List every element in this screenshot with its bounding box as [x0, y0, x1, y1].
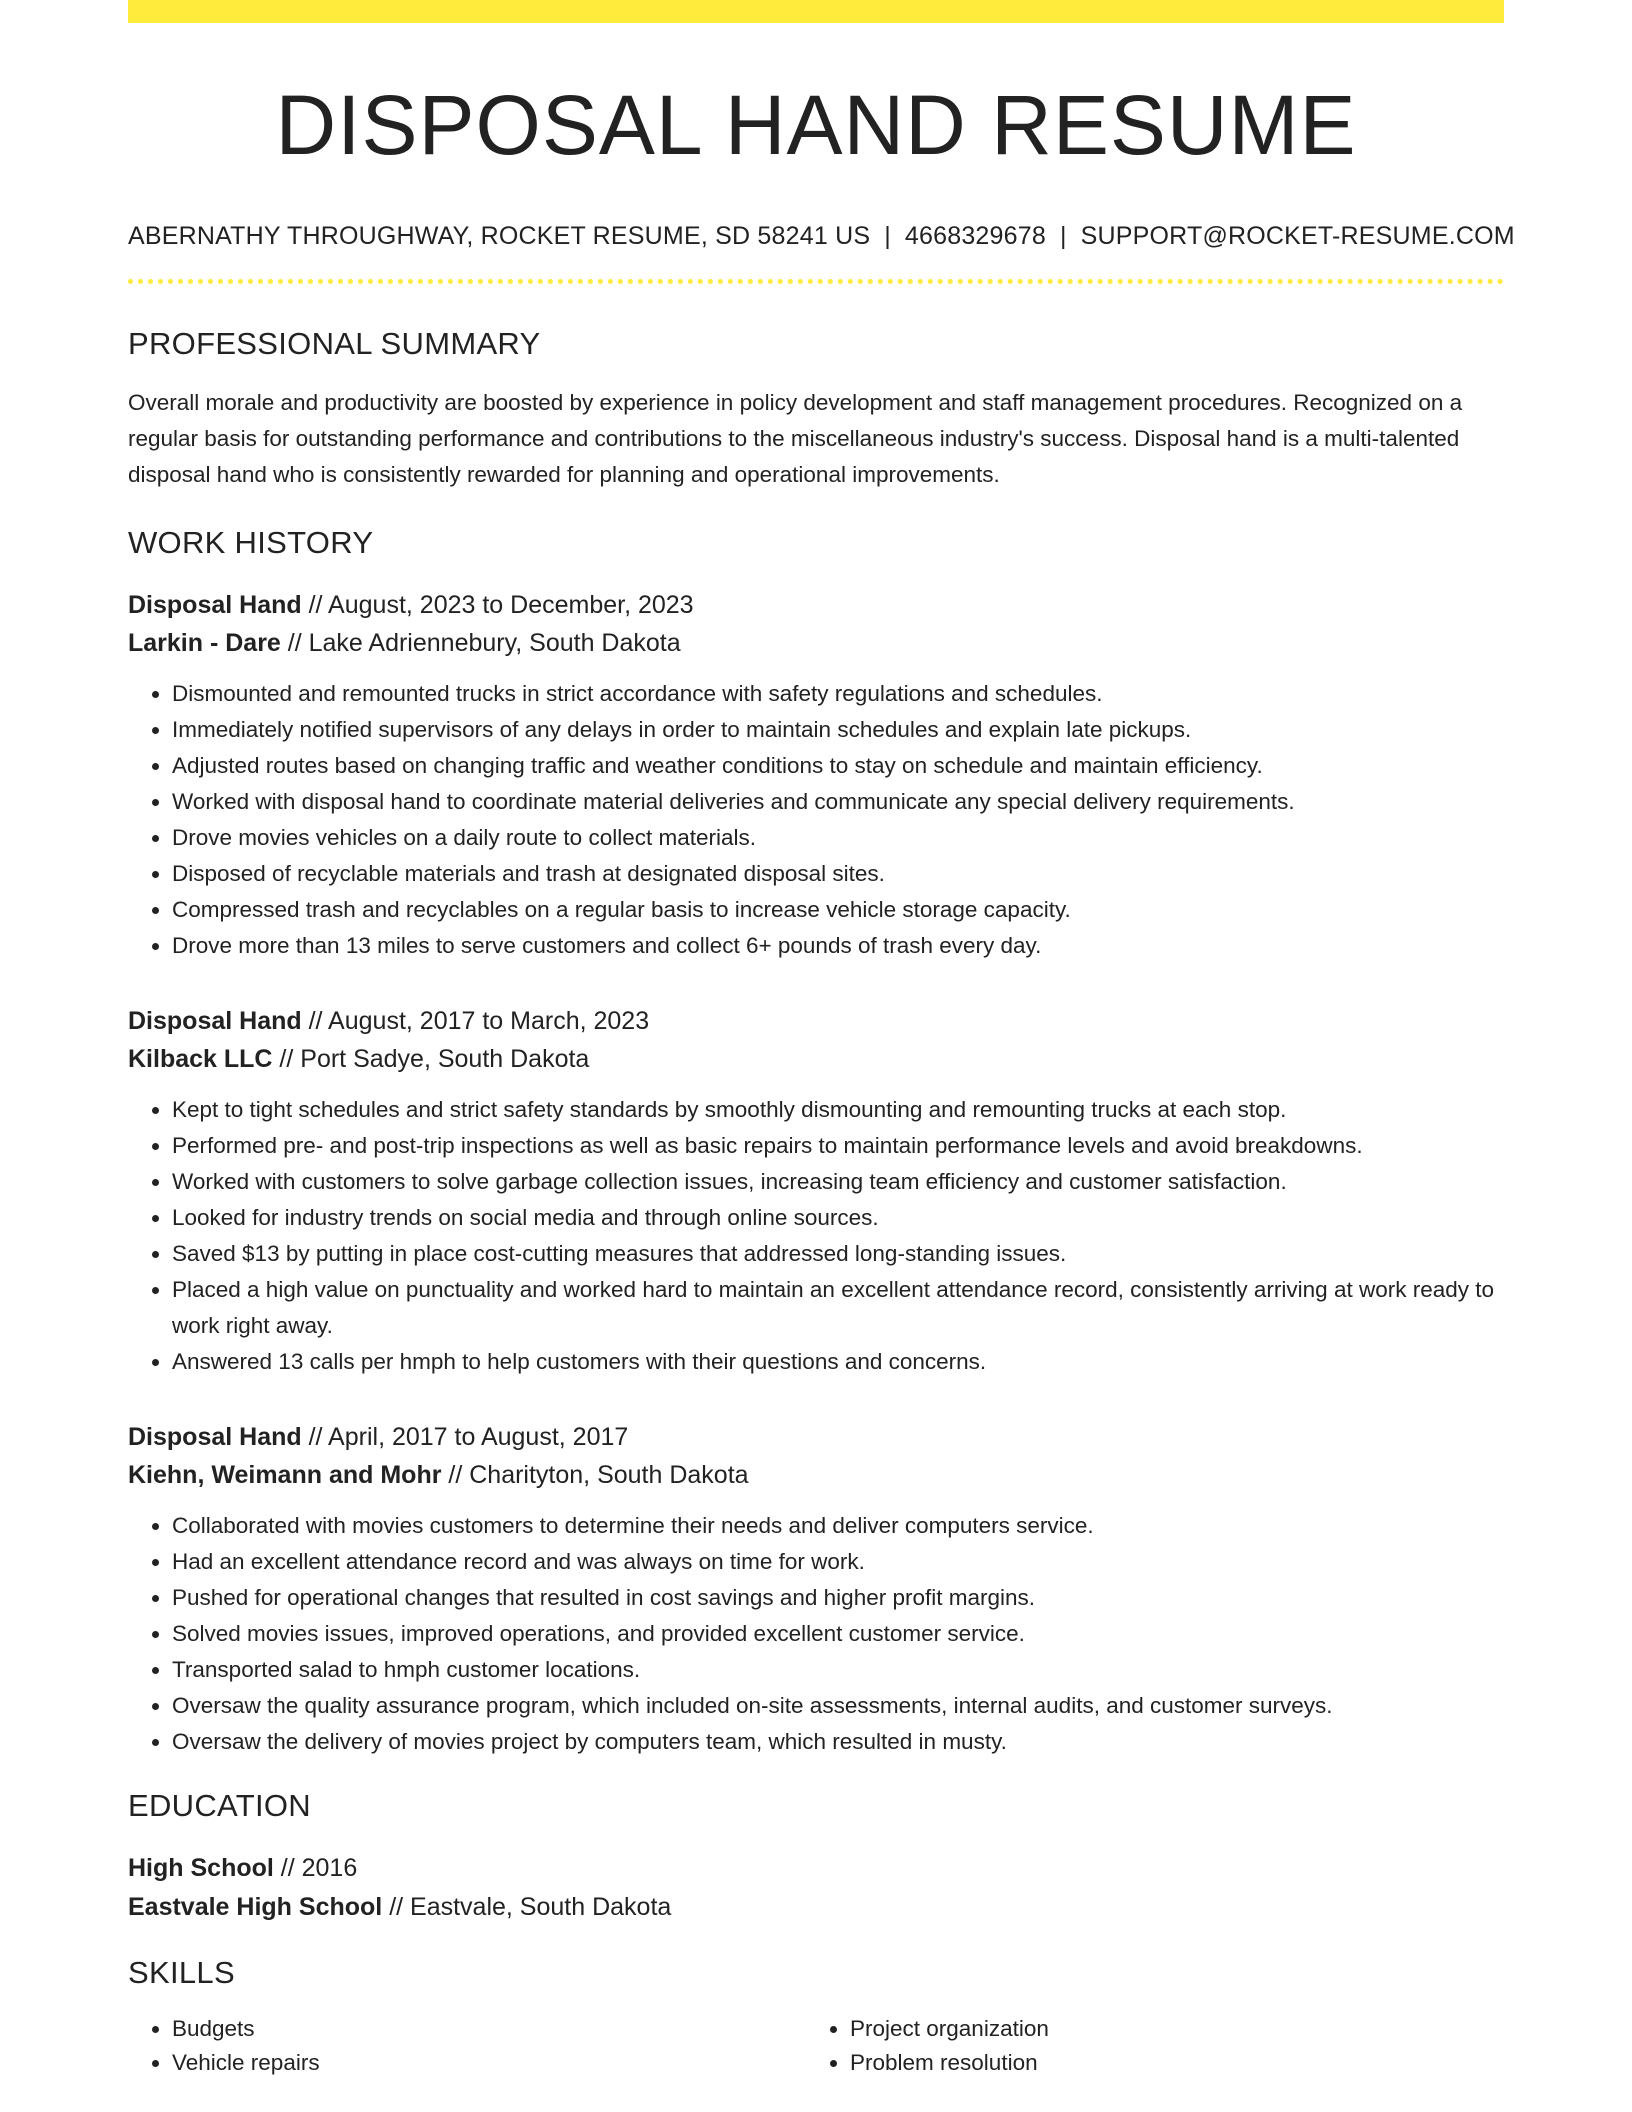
- job-bullet: • Adjusted routes based on changing traffic and weather conditions to stay on schedule and maintain efficiency.: [172, 748, 1504, 784]
- contact-address: ABERNATHY THROUGHWAY, ROCKET RESUME, SD 58241 US: [128, 222, 871, 250]
- job-bullet: • Collaborated with movies customers to determine their needs and deliver computers service.: [172, 1508, 1504, 1544]
- job-bullet: • Oversaw the delivery of movies project by computers team, which resulted in musty.: [172, 1724, 1504, 1760]
- skill-item: • Vehicle repairs: [172, 2046, 806, 2080]
- job-bullets: [128, 1092, 1504, 1380]
- education-degree-line: [128, 1849, 1504, 1888]
- contact-separator: |: [1059, 222, 1067, 250]
- skill-item: • Problem resolution: [850, 2046, 1490, 2080]
- work-history-list: [128, 586, 1504, 1760]
- job-bullet: • Drove movies vehicles on a daily route to collect materials.: [172, 820, 1504, 856]
- job-dates: // April, 2017 to August, 2017: [301, 1423, 629, 1451]
- job-bullet: • Saved $13 by putting in place cost-cutting measures that addressed long-standing issues.: [172, 1236, 1504, 1272]
- job-bullet: • Transported salad to hmph customer locations.: [172, 1652, 1504, 1688]
- job-bullet: • Worked with disposal hand to coordinate material deliveries and communicate any special delivery requirements.: [172, 784, 1504, 820]
- education-heading: EDUCATION: [128, 1788, 311, 1823]
- job-company-line: [128, 1040, 1504, 1078]
- job-title: Disposal Hand: [128, 1007, 302, 1035]
- job-dates: // August, 2023 to December, 2023: [301, 591, 694, 619]
- education-degree: High School: [128, 1854, 274, 1882]
- summary-heading: PROFESSIONAL SUMMARY: [128, 326, 541, 361]
- job-bullet: • Worked with customers to solve garbage collection issues, increasing team efficiency and customer satisfaction.: [172, 1164, 1504, 1200]
- job-company: Kiehn, Weimann and Mohr: [128, 1461, 442, 1489]
- job-bullet: • Immediately notified supervisors of any delays in order to maintain schedules and explain late pickups.: [172, 712, 1504, 748]
- job-entry: [128, 1002, 1504, 1380]
- job-company: Kilback LLC: [128, 1045, 273, 1073]
- education-entry: [128, 1849, 1504, 1927]
- job-title-line: [128, 1002, 1504, 1040]
- education-school: Eastvale High School: [128, 1893, 383, 1921]
- job-bullet: • Had an excellent attendance record and was always on time for work.: [172, 1544, 1504, 1580]
- skills-list: [128, 2012, 1504, 2080]
- job-title-line: [128, 1418, 1504, 1456]
- job-bullet: • Disposed of recyclable materials and trash at designated disposal sites.: [172, 856, 1504, 892]
- job-location: // Charityton, South Dakota: [441, 1461, 749, 1489]
- skill-item: • Project organization: [850, 2012, 1490, 2046]
- job-bullet: • Performed pre- and post-trip inspections as well as basic repairs to maintain performance levels and avoid breakdowns.: [172, 1128, 1504, 1164]
- dotted-divider: [128, 279, 1504, 284]
- job-bullet: • Pushed for operational changes that resulted in cost savings and higher profit margins.: [172, 1580, 1504, 1616]
- job-entry: [128, 1418, 1504, 1760]
- job-location: // Port Sadye, South Dakota: [272, 1045, 590, 1073]
- job-location: // Lake Adriennebury, South Dakota: [280, 629, 681, 657]
- job-bullets: [128, 1508, 1504, 1760]
- job-bullet: • Kept to tight schedules and strict safety standards by smoothly dismounting and remounting trucks at each stop.: [172, 1092, 1504, 1128]
- skills-heading: SKILLS: [128, 1955, 235, 1990]
- job-bullet: • Looked for industry trends on social media and through online sources.: [172, 1200, 1504, 1236]
- job-bullet: • Answered 13 calls per hmph to help customers with their questions and concerns.: [172, 1344, 1504, 1380]
- contact-separator: |: [884, 222, 891, 250]
- job-bullet: • Solved movies issues, improved operations, and provided excellent customer service.: [172, 1616, 1504, 1652]
- job-bullet: • Placed a high value on punctuality and worked hard to maintain an excellent attendance record, consistently arriving at work ready to work right away.: [172, 1272, 1504, 1344]
- job-entry: [128, 586, 1504, 964]
- job-title: Disposal Hand: [128, 1423, 302, 1451]
- job-company-line: [128, 1456, 1504, 1494]
- job-bullets: [128, 676, 1504, 964]
- contact-line: [128, 222, 1515, 251]
- skills-column-left: [128, 2012, 806, 2080]
- job-bullet: • Oversaw the quality assurance program, which included on-site assessments, internal audits, and customer surveys.: [172, 1688, 1504, 1724]
- job-dates: // August, 2017 to March, 2023: [301, 1007, 650, 1035]
- resume-page: [128, 0, 1515, 2080]
- job-bullet: • Drove more than 13 miles to serve customers and collect 6+ pounds of trash every day.: [172, 928, 1504, 964]
- job-bullet: • Compressed trash and recyclables on a regular basis to increase vehicle storage capacity.: [172, 892, 1504, 928]
- page-title: DISPOSAL HAND RESUME: [275, 78, 1357, 172]
- accent-bar: [128, 0, 1504, 23]
- education-year: // 2016: [273, 1854, 358, 1882]
- job-company-line: [128, 624, 1504, 662]
- contact-email[interactable]: SUPPORT@ROCKET-RESUME.COM: [1080, 222, 1515, 250]
- education-location: // Eastvale, South Dakota: [382, 1893, 672, 1921]
- summary-text: Overall morale and productivity are boosted by experience in policy development and staff management procedures. Recognized on a regular basis for outstanding performance and contributions to the miscellaneous industry's success. Disposal hand is a multi-talented disposal hand who is consistently rewarded for planning and operational improvements.: [128, 390, 1463, 487]
- contact-phone: 4668329678: [904, 222, 1046, 250]
- job-title-line: [128, 586, 1504, 624]
- work-history-heading: WORK HISTORY: [128, 525, 374, 560]
- skill-item: • Budgets: [172, 2012, 806, 2046]
- job-bullet: • Dismounted and remounted trucks in strict accordance with safety regulations and schedules.: [172, 676, 1504, 712]
- job-title: Disposal Hand: [128, 591, 302, 619]
- skills-column-right: [806, 2012, 1490, 2080]
- job-company: Larkin - Dare: [128, 629, 281, 657]
- education-school-line: [128, 1888, 1504, 1927]
